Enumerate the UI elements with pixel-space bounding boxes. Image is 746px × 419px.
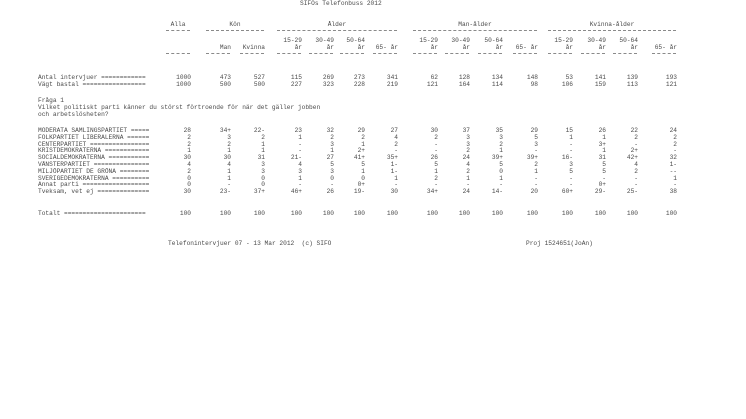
cell-value: 4 — [634, 161, 638, 168]
cell-value: 5 — [569, 167, 573, 175]
cell-value: - — [534, 181, 538, 189]
cell-value: 1 — [261, 140, 265, 148]
column-header-rule — [277, 53, 301, 54]
column-header-bottom: år — [630, 44, 638, 51]
cell-value: 1- — [390, 167, 398, 175]
answer-row-label: KRISTDEMOKRATERNA ============ — [38, 147, 150, 155]
cell-value: 31 — [257, 154, 265, 162]
cell-value: 2 — [434, 174, 438, 182]
cell-value: 16- — [561, 154, 573, 162]
cell-value: 4 — [227, 161, 231, 168]
cell-value: - — [634, 140, 638, 148]
answer-row-label: MODERATA SAMLINGSPARTIET ===== — [38, 127, 150, 134]
cell-value: 2+ — [630, 147, 638, 155]
cell-value: 23- — [219, 188, 231, 196]
cell-value: 4 — [187, 161, 191, 168]
question-text-line-1: Vilket politiskt parti känner du störst förtroende för när det gäller jobben — [38, 104, 321, 111]
cell-value: 0 — [499, 167, 503, 175]
group-header-rule — [166, 30, 190, 31]
answer-row-label: SOCIALDEMOKRATERNA =========== — [38, 154, 150, 162]
cell-value: 159 — [594, 81, 606, 88]
cell-value: 2 — [361, 133, 365, 141]
cell-value: 3 — [569, 161, 573, 168]
cell-value: 4 — [394, 133, 398, 141]
cell-value: - — [298, 181, 302, 189]
column-header-bottom: Man — [219, 44, 231, 51]
column-header-bottom: 65- år — [375, 44, 398, 51]
cell-value: 3 — [466, 133, 470, 141]
group-header: Alla — [170, 21, 186, 28]
column-header-rule — [445, 53, 469, 54]
cell-value: 164 — [458, 81, 470, 88]
cell-value: 30 — [223, 154, 231, 162]
answer-row-label: FOLKPARTIET LIBERALERNA ====== — [38, 133, 150, 141]
cell-value: 37 — [462, 127, 470, 134]
cell-value: 100 — [219, 210, 231, 217]
cell-value: 100 — [353, 210, 365, 217]
cell-value: 0+ — [598, 181, 606, 189]
cell-value: 32 — [326, 127, 334, 134]
cell-value: 5 — [330, 161, 334, 168]
cell-value: 219 — [386, 81, 398, 88]
cell-value: - — [499, 181, 503, 189]
cell-value: - — [602, 174, 606, 182]
cell-value: 139 — [626, 74, 638, 81]
cell-value: 3 — [261, 167, 265, 175]
cell-value: 1 — [602, 147, 606, 155]
cell-value: 24 — [462, 154, 470, 162]
cell-value: 5 — [499, 161, 503, 168]
cell-value: - — [569, 174, 573, 182]
cell-value: 3 — [298, 167, 302, 175]
cell-value: 98 — [530, 81, 538, 88]
cell-value: 29- — [594, 188, 606, 196]
cell-value: 3 — [466, 140, 470, 148]
cell-value: - — [298, 147, 302, 155]
cell-value: 5 — [602, 161, 606, 168]
cell-value: - — [434, 147, 438, 155]
answer-row-label: Tveksam, vet ej ============== — [38, 188, 150, 196]
question-text-line-2: och arbetslösheten? — [38, 111, 109, 118]
cell-value: 100 — [290, 210, 302, 217]
column-header-rule — [166, 53, 190, 54]
group-header: Man-ålder — [458, 21, 492, 28]
cell-value: - — [673, 147, 677, 155]
cell-value: 1 — [330, 147, 334, 155]
cell-value: 5 — [602, 167, 606, 175]
cell-value: 500 — [219, 81, 231, 88]
cell-value: 1- — [390, 161, 398, 168]
cell-value: 1 — [602, 133, 606, 141]
cell-value: - — [298, 140, 302, 148]
cell-value: 27 — [390, 127, 398, 134]
cell-value: 3 — [330, 140, 334, 148]
column-header-bottom: Kvinna — [242, 44, 265, 51]
cell-value: 32 — [669, 154, 677, 162]
answer-row-label: Annat parti ================== — [38, 181, 150, 189]
cell-value: 100 — [253, 210, 265, 217]
cell-value: 2 — [673, 140, 677, 148]
cell-value: 37+ — [253, 188, 265, 196]
cell-value: 1000 — [176, 81, 191, 88]
column-header-rule — [513, 53, 537, 54]
cell-value: 4 — [298, 161, 302, 168]
cell-value: 2 — [394, 140, 398, 148]
cell-value: 24 — [669, 127, 677, 134]
cell-value: 1 — [227, 174, 231, 182]
column-header-rule — [373, 53, 397, 54]
cell-value: 27 — [326, 154, 334, 162]
cell-value: 2 — [187, 167, 191, 175]
cell-value: - — [634, 181, 638, 189]
column-header-top: 30-49 — [315, 37, 334, 44]
cell-value: 1 — [298, 133, 302, 141]
cell-value: 31 — [598, 154, 606, 162]
cell-value: 26 — [430, 154, 438, 162]
cell-value: 22 — [630, 127, 638, 134]
cell-value: 30 — [390, 188, 398, 196]
cell-value: 5 — [434, 161, 438, 168]
column-header-bottom: år — [495, 44, 503, 51]
question-number: Fråga 1 — [38, 97, 64, 104]
cell-value: 4 — [466, 161, 470, 168]
cell-value: - — [394, 181, 398, 189]
column-header-rule — [413, 53, 437, 54]
cell-value: 1 — [466, 174, 470, 182]
cell-value: - — [569, 140, 573, 148]
column-header-top: 50-64 — [346, 37, 365, 44]
cell-value: 60+ — [561, 188, 573, 196]
cell-value: - — [534, 147, 538, 155]
cell-value: 2 — [634, 167, 638, 175]
cell-value: 100 — [665, 210, 677, 217]
cell-value: 0 — [261, 181, 265, 189]
cell-value: 100 — [322, 210, 334, 217]
cell-value: 193 — [665, 74, 677, 81]
column-header-top: 30-49 — [587, 37, 606, 44]
answer-row-label: VÄNSTERPARTIET =============== — [38, 161, 150, 168]
column-header-bottom: år — [565, 44, 573, 51]
cell-value: 29 — [357, 127, 365, 134]
cell-value: 41+ — [353, 154, 365, 162]
cell-value: 26 — [326, 188, 334, 196]
answer-row-label: MILJÖPARTIET DE GRÖNA ======== — [38, 167, 150, 175]
cell-value: 46+ — [290, 188, 302, 196]
cell-value: 500 — [253, 81, 265, 88]
cell-value: 115 — [290, 74, 302, 81]
cell-value: 19- — [353, 188, 365, 196]
cell-value: 14- — [491, 188, 503, 196]
cell-value: 100 — [526, 210, 538, 217]
cell-value: 1 — [361, 167, 365, 175]
cell-value: 42+ — [626, 154, 638, 162]
cell-value: 26 — [598, 127, 606, 134]
cell-value: 3 — [227, 133, 231, 141]
column-header-top: 15-29 — [283, 37, 302, 44]
cell-value: 38 — [669, 188, 677, 196]
column-header-bottom: år — [598, 44, 606, 51]
column-header-top: 15-29 — [419, 37, 438, 44]
cell-value: 1 — [673, 174, 677, 182]
cell-value: 20 — [530, 188, 538, 196]
cell-value: 1- — [669, 161, 677, 168]
cell-value: 1 — [261, 147, 265, 155]
cell-value: 121 — [426, 81, 438, 88]
column-header-top: 50-64 — [619, 37, 638, 44]
cell-value: - — [330, 181, 334, 189]
cell-value: 29 — [530, 127, 538, 134]
cell-value: 2 — [330, 133, 334, 141]
cell-value: 1 — [394, 174, 398, 182]
cell-value: 227 — [290, 81, 302, 88]
cell-value: 3 — [499, 133, 503, 141]
cell-value: 23 — [294, 127, 302, 134]
cell-value: - — [394, 147, 398, 155]
cell-value: - — [673, 181, 677, 189]
cell-value: 3 — [261, 161, 265, 168]
cell-value: 1 — [534, 167, 538, 175]
cell-value: 1000 — [176, 74, 191, 81]
cell-value: 100 — [594, 210, 606, 217]
cell-value: - — [534, 174, 538, 182]
column-header-bottom: år — [430, 44, 438, 51]
group-header-rule — [413, 30, 537, 31]
cell-value: 100 — [426, 210, 438, 217]
cell-value: - — [227, 181, 231, 189]
group-header-rule — [548, 30, 676, 31]
cell-value: 15 — [565, 127, 573, 134]
cell-value: 121 — [665, 81, 677, 88]
cell-value: - — [434, 140, 438, 148]
cell-value: 100 — [458, 210, 470, 217]
cell-value: 2 — [499, 140, 503, 148]
column-header-top: 50-64 — [484, 37, 503, 44]
cell-value: 0 — [187, 174, 191, 182]
cell-value: 1 — [298, 174, 302, 182]
cell-value: 527 — [253, 74, 265, 81]
cell-value: 35+ — [386, 154, 398, 162]
cell-value: 141 — [594, 74, 606, 81]
column-header-bottom: år — [462, 44, 470, 51]
cell-value: 341 — [386, 74, 398, 81]
cell-value: 134 — [491, 74, 503, 81]
column-header-rule — [581, 53, 605, 54]
total-row-label: Totalt ====================== — [38, 210, 146, 217]
cell-value: 2 — [466, 167, 470, 175]
cell-value: - — [569, 181, 573, 189]
cell-value: 114 — [491, 81, 503, 88]
cell-value: 24 — [462, 188, 470, 196]
cell-value: 2 — [466, 147, 470, 155]
cell-value: 35 — [495, 127, 503, 134]
cell-value: 28 — [183, 127, 191, 134]
cell-value: 2 — [434, 133, 438, 141]
cell-value: 3 — [330, 167, 334, 175]
column-header-rule — [240, 53, 264, 54]
column-header-rule — [206, 53, 230, 54]
answer-row-label: SVERIGEDEMOKRATERNA ========== — [38, 174, 150, 182]
cell-value: 1 — [361, 140, 365, 148]
cell-value: 39+ — [491, 154, 503, 162]
cell-value: -- — [669, 167, 677, 175]
cell-value: 100 — [179, 210, 191, 217]
cell-value: 1 — [227, 167, 231, 175]
column-header-bottom: år — [294, 44, 302, 51]
cell-value: 100 — [491, 210, 503, 217]
answer-row-label: CENTERPARTIET ================ — [38, 140, 150, 148]
cell-value: 0 — [261, 174, 265, 182]
cell-value: 0 — [330, 174, 334, 182]
cell-value: 2 — [227, 140, 231, 148]
column-header-rule — [309, 53, 333, 54]
cell-value: - — [569, 147, 573, 155]
cell-value: 273 — [353, 74, 365, 81]
cell-value: - — [434, 181, 438, 189]
cell-value: 128 — [458, 74, 470, 81]
column-header-rule — [478, 53, 502, 54]
cell-value: 5 — [361, 161, 365, 168]
cell-value: 2 — [534, 161, 538, 168]
cell-value: 269 — [322, 74, 334, 81]
cell-value: 106 — [561, 81, 573, 88]
cell-value: 2+ — [357, 147, 365, 155]
group-header-rule — [206, 30, 264, 31]
cell-value: 100 — [626, 210, 638, 217]
footer-fieldwork: Telefonintervjuer 07 - 13 Mar 2012 (c) SIFO — [168, 240, 332, 247]
cell-value: 2 — [673, 133, 677, 141]
column-header-rule — [548, 53, 572, 54]
cell-value: 0+ — [357, 181, 365, 189]
cell-value: 2 — [187, 140, 191, 148]
cell-value: 2 — [634, 133, 638, 141]
cell-value: 34+ — [426, 188, 438, 196]
column-header-bottom: år — [326, 44, 334, 51]
cell-value: 228 — [353, 81, 365, 88]
cell-value: 100 — [386, 210, 398, 217]
cell-value: 34+ — [219, 127, 231, 134]
cell-value: 22- — [253, 127, 265, 134]
cell-value: 1 — [187, 147, 191, 155]
cell-value: 473 — [219, 74, 231, 81]
cell-value: 25- — [626, 188, 638, 196]
cell-value: 30 — [183, 154, 191, 162]
column-header-bottom: år — [357, 44, 365, 51]
cell-value: 148 — [526, 74, 538, 81]
column-header-bottom: 65- år — [515, 44, 538, 51]
cell-value: - — [466, 181, 470, 189]
base-row-label: Antal intervjuer ============ — [38, 74, 146, 81]
group-header: Kön — [229, 21, 241, 28]
cell-value: 1 — [434, 167, 438, 175]
page-header: SIFOs Telefonbuss 2012 — [300, 0, 382, 7]
cell-value: 2 — [261, 133, 265, 141]
cell-value: 62 — [430, 74, 438, 81]
cell-value: 3 — [534, 140, 538, 148]
column-header-bottom: 65- år — [654, 44, 677, 51]
cell-value: 0 — [361, 174, 365, 182]
cell-value: 323 — [322, 81, 334, 88]
cell-value: 53 — [565, 74, 573, 81]
cell-value: 0 — [187, 181, 191, 189]
column-header-rule — [613, 53, 637, 54]
column-header-top: 15-29 — [554, 37, 573, 44]
cell-value: 1 — [499, 174, 503, 182]
cell-value: 113 — [626, 81, 638, 88]
cell-value: 21- — [290, 154, 302, 162]
cell-value: 39+ — [526, 154, 538, 162]
cell-value: 100 — [561, 210, 573, 217]
cell-value: 1 — [499, 147, 503, 155]
group-header: Ålder — [327, 21, 347, 28]
cell-value: - — [634, 174, 638, 182]
group-header-rule — [277, 30, 397, 31]
cell-value: 30 — [183, 188, 191, 196]
column-header-rule — [340, 53, 364, 54]
column-header-top: 30-49 — [451, 37, 470, 44]
cell-value: 5 — [534, 133, 538, 141]
cell-value: 3+ — [598, 140, 606, 148]
column-header-rule — [652, 53, 676, 54]
base-row-label: Vägt bastal ================= — [38, 81, 146, 88]
cell-value: 1 — [569, 133, 573, 141]
group-header: Kvinna-ålder — [589, 21, 635, 28]
cell-value: 2 — [187, 133, 191, 141]
cell-value: 1 — [227, 147, 231, 155]
footer-project: Proj 1524651(JoAn) — [526, 240, 593, 247]
cell-value: 30 — [430, 127, 438, 134]
